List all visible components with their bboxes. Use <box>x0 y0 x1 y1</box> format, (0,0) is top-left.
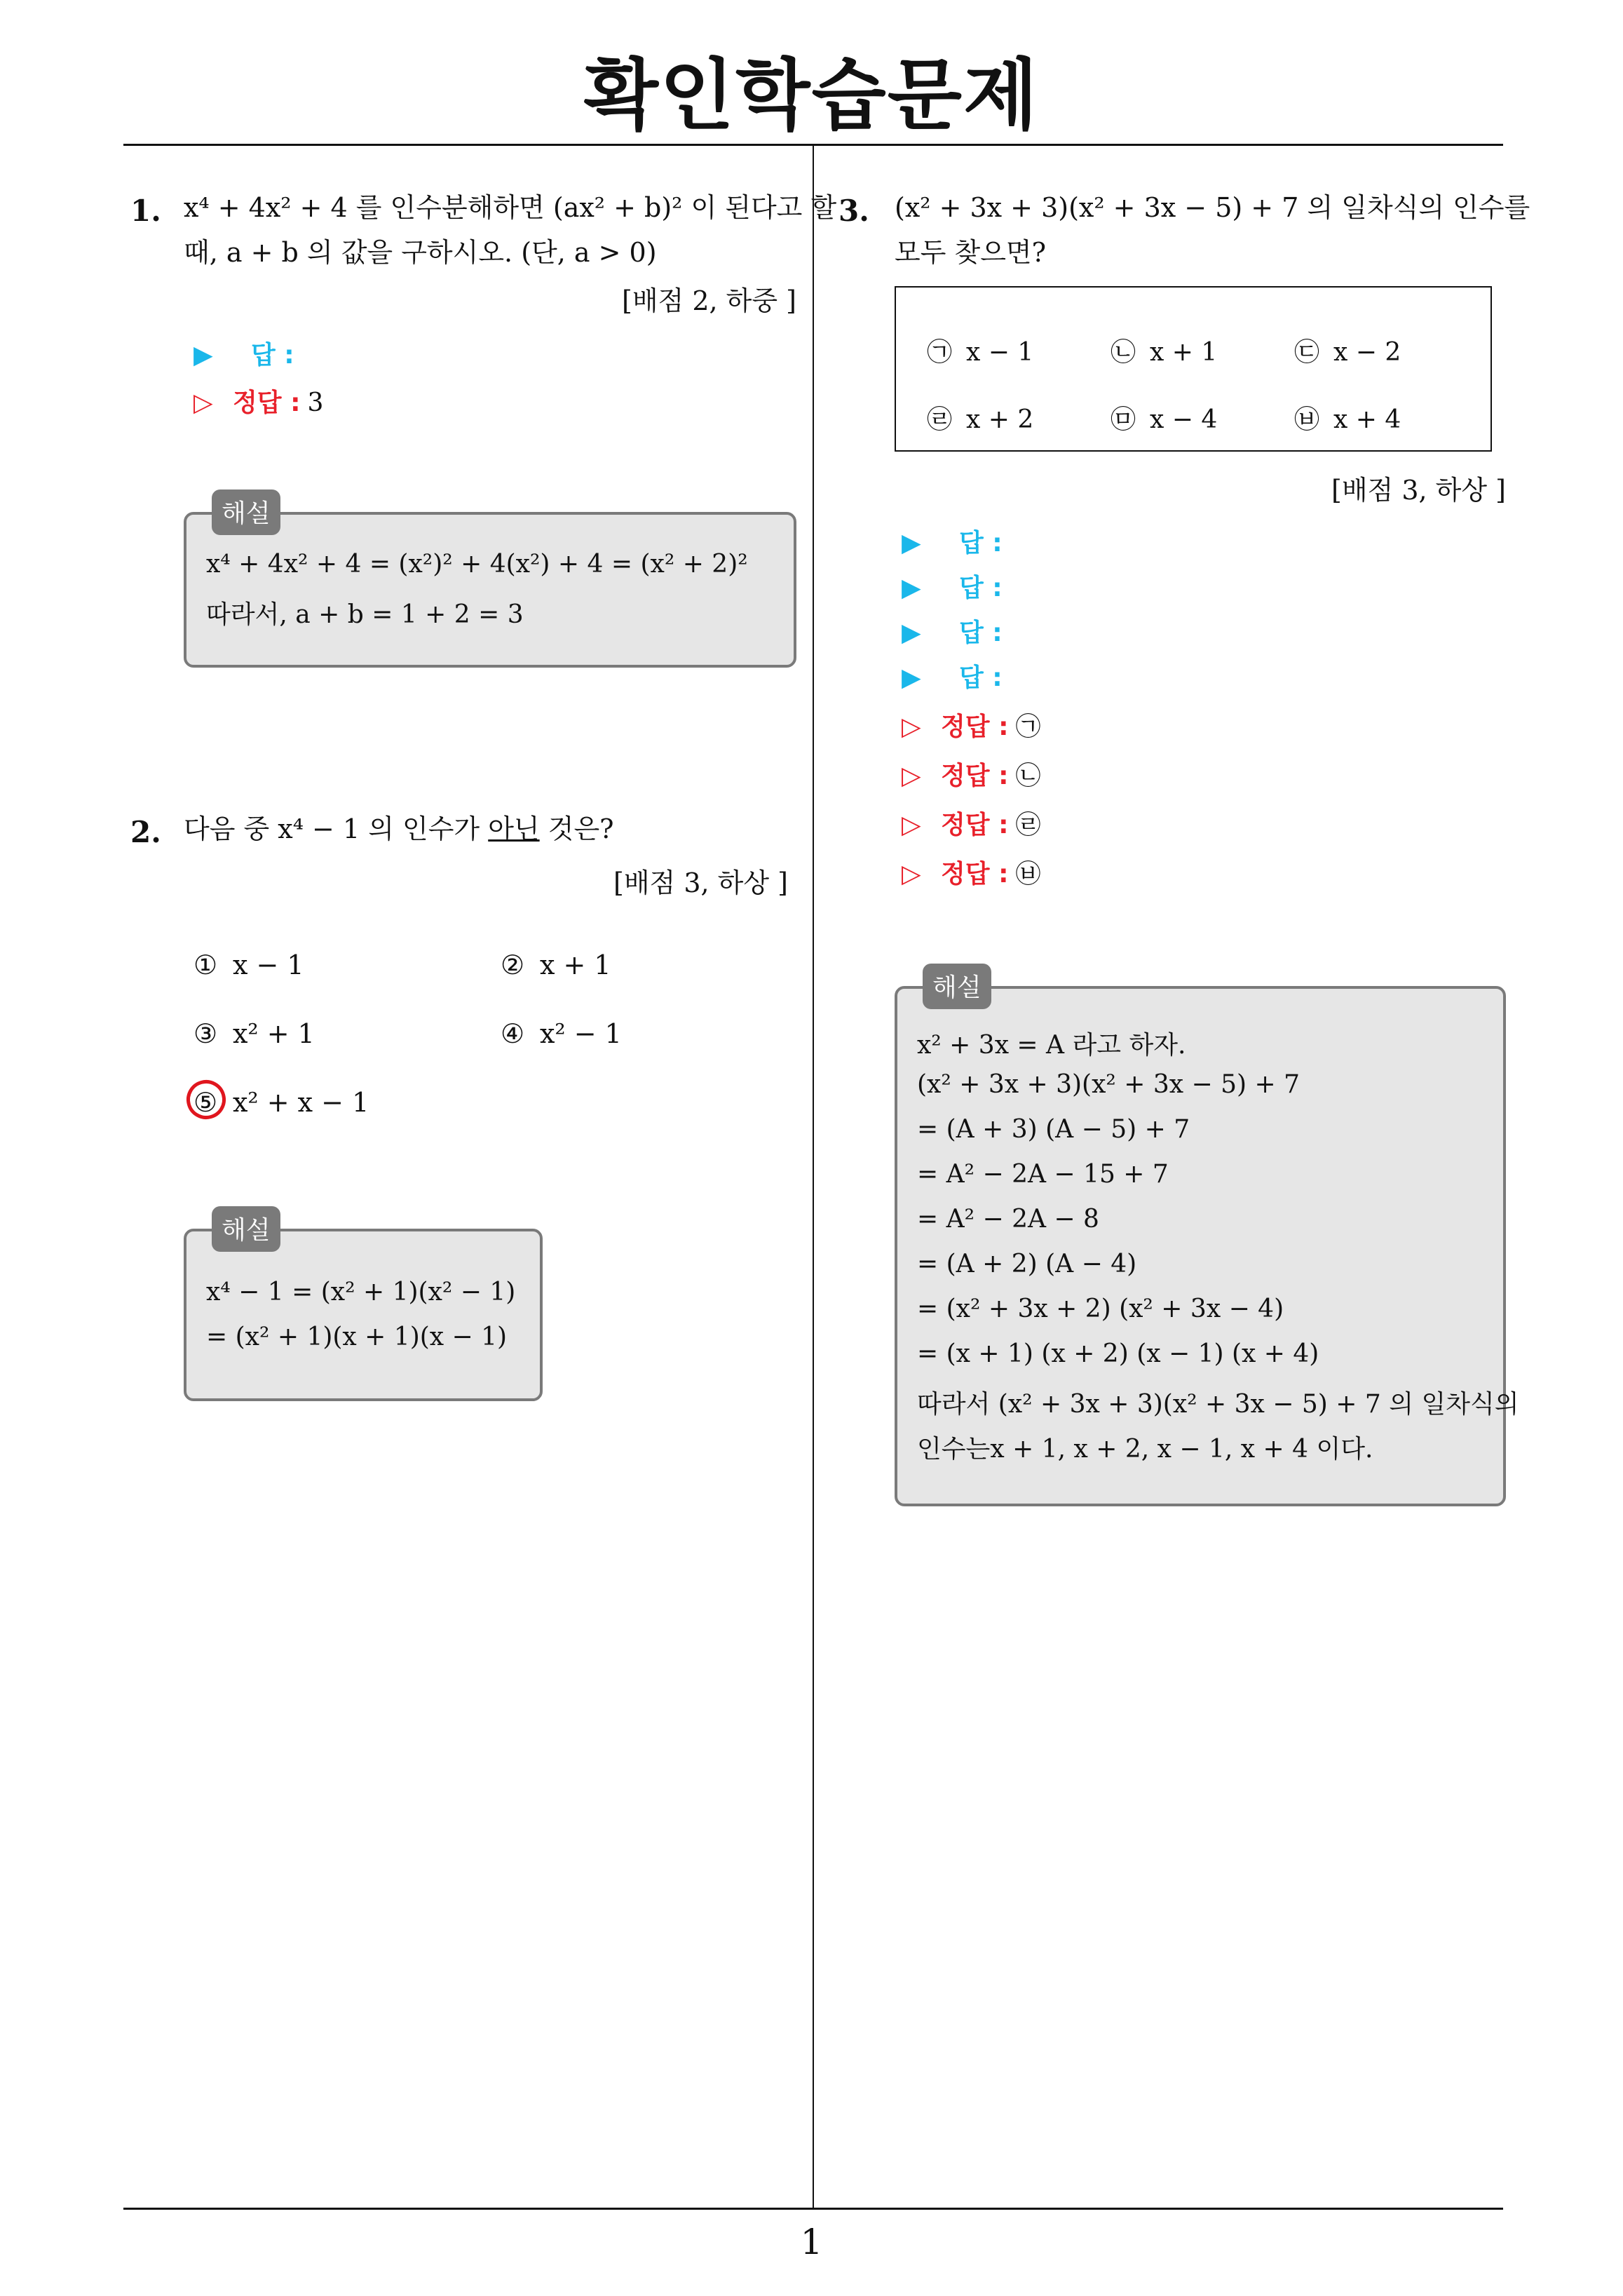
bottom-rule <box>123 2208 1503 2210</box>
q3-solution-line: = (x² + 3x + 2) (x² + 3x − 4) <box>917 1295 1284 1323</box>
q2-choice-4[interactable] <box>501 1018 622 1049</box>
q1-correct <box>193 383 323 419</box>
q3-correct-3: ▷ 정답 : ㉣ <box>902 811 1041 839</box>
red-outline-triangle-icon: ▷ <box>902 713 921 741</box>
choice-text: x² − 1 <box>540 1018 622 1049</box>
choice-text: x² + 1 <box>233 1018 315 1049</box>
q3-solution-line: 인수는x + 1, x + 2, x − 1, x + 4 이다. <box>917 1435 1373 1464</box>
q3-options-box <box>895 286 1492 452</box>
choice-number: ⑤ <box>193 1087 218 1118</box>
q1-solution-line2: 따라서, a + b = 1 + 2 = 3 <box>206 600 524 629</box>
q1-answer[interactable] <box>193 335 294 371</box>
q2-choice-5[interactable] <box>193 1087 369 1118</box>
q3-option-6: ㉥ x + 4 <box>1294 405 1401 434</box>
red-outline-triangle-icon: ▷ <box>902 811 921 839</box>
q1-solution-line1: x⁴ + 4x² + 4 = (x²)² + 4(x²) + 4 = (x² + 2)² <box>206 550 748 579</box>
q3-answer-1[interactable]: ▶ 답 : <box>902 529 1003 558</box>
blue-triangle-icon: ▶ <box>902 619 921 647</box>
q3-option-3: ㉢ x − 2 <box>1294 338 1401 367</box>
choice-text: x − 1 <box>233 950 304 980</box>
q3-text-line1: (x² + 3x + 3)(x² + 3x − 5) + 7 의 일차식의 인수를 <box>895 192 1530 223</box>
page-title: 확인학습문제 <box>583 50 1040 140</box>
q1-correct-label: 정답 : <box>233 389 301 417</box>
q2-text <box>184 806 614 851</box>
q3-option-4: ㉣ x + 2 <box>927 405 1034 434</box>
q3-solution-line: = (x + 1) (x + 2) (x − 1) (x + 4) <box>917 1339 1319 1368</box>
q3-answer-2[interactable]: ▶ 답 : <box>902 574 1003 602</box>
q2-solution-line1: x⁴ − 1 = (x² + 1)(x² − 1) <box>206 1278 516 1306</box>
q3-correct-2: ▷ 정답 : ㉡ <box>902 762 1041 790</box>
q3-solution-line: = (A + 3) (A − 5) + 7 <box>917 1115 1190 1144</box>
q3-number: 3. <box>838 194 869 228</box>
q2-choice-3[interactable] <box>193 1018 315 1049</box>
column-divider <box>813 144 814 2208</box>
q3-score-meta: [배점 3, 하상 ] <box>1331 475 1506 506</box>
q2-score-meta: [배점 3, 하상 ] <box>613 867 788 898</box>
q1-text-line2: 때, a + b 의 값을 구하시오. (단, a > 0) <box>184 237 657 268</box>
q3-solution-line: = A² − 2A − 15 + 7 <box>917 1160 1169 1189</box>
q3-solution-line: = A² − 2A − 8 <box>917 1205 1099 1234</box>
q3-option-5: ㉤ x − 4 <box>1111 405 1218 434</box>
q3-solution-line: = (A + 2) (A − 4) <box>917 1250 1137 1278</box>
q3-text-line2: 모두 찾으면? <box>895 237 1046 268</box>
q2-solution-tag: 해설 <box>212 1206 280 1252</box>
q2-text-post: 것은? <box>548 813 614 844</box>
q1-correct-value: 3 <box>307 389 324 417</box>
q2-choice-1[interactable] <box>193 950 304 980</box>
q2-solution-line2: = (x² + 1)(x + 1)(x − 1) <box>206 1323 508 1351</box>
choice-text: x² + x − 1 <box>233 1087 369 1118</box>
q1-number: 1. <box>130 194 161 228</box>
q1-text-line1: x⁴ + 4x² + 4 를 인수분해하면 (ax² + b)² 이 된다고 할 <box>184 192 837 223</box>
q3-solution-line: x² + 3x = A 라고 하자. <box>917 1031 1186 1060</box>
q1-solution-tag: 해설 <box>212 489 280 535</box>
choice-number: ④ <box>501 1018 525 1049</box>
blue-triangle-icon: ▶ <box>902 529 921 558</box>
q2-text-underlined: 아닌 <box>488 813 540 844</box>
q1-solution-box <box>184 499 796 668</box>
choice-number: ③ <box>193 1018 218 1049</box>
choice-text: x + 1 <box>540 950 611 980</box>
q2-text-pre: 다음 중 x⁴ − 1 의 인수가 <box>184 813 480 844</box>
q3-answer-3[interactable]: ▶ 답 : <box>902 619 1003 647</box>
choice-number: ① <box>193 950 218 980</box>
q3-correct-1: ▷ 정답 : ㉠ <box>902 713 1041 741</box>
red-outline-triangle-icon: ▷ <box>193 389 213 417</box>
q2-number: 2. <box>130 815 161 849</box>
q3-solution-line: 따라서 (x² + 3x + 3)(x² + 3x − 5) + 7 의 일차식의 <box>917 1390 1519 1419</box>
q3-solution-box <box>895 973 1519 1506</box>
q3-solution-line: (x² + 3x + 3)(x² + 3x − 5) + 7 <box>917 1070 1301 1099</box>
red-outline-triangle-icon: ▷ <box>902 762 921 790</box>
q3-option-2: ㉡ x + 1 <box>1111 338 1218 367</box>
q1-score-meta: [배점 2, 하중 ] <box>622 285 796 316</box>
blue-triangle-icon: ▶ <box>902 663 921 692</box>
red-outline-triangle-icon: ▷ <box>902 860 921 889</box>
q3-solution-tag: 해설 <box>923 964 991 1009</box>
q3-answer-4[interactable]: ▶ 답 : <box>902 663 1003 692</box>
page-number: 1 <box>800 2222 823 2262</box>
blue-triangle-icon: ▶ <box>193 341 213 370</box>
q1-answer-label: 답 : <box>251 341 294 370</box>
blue-triangle-icon: ▶ <box>902 574 921 602</box>
q2-solution-box <box>184 1216 543 1401</box>
q3-correct-4: ▷ 정답 : ㉥ <box>902 860 1041 889</box>
choice-number: ② <box>501 950 525 980</box>
q2-choice-2[interactable] <box>501 950 611 980</box>
q3-option-1: ㉠ x − 1 <box>927 338 1034 367</box>
